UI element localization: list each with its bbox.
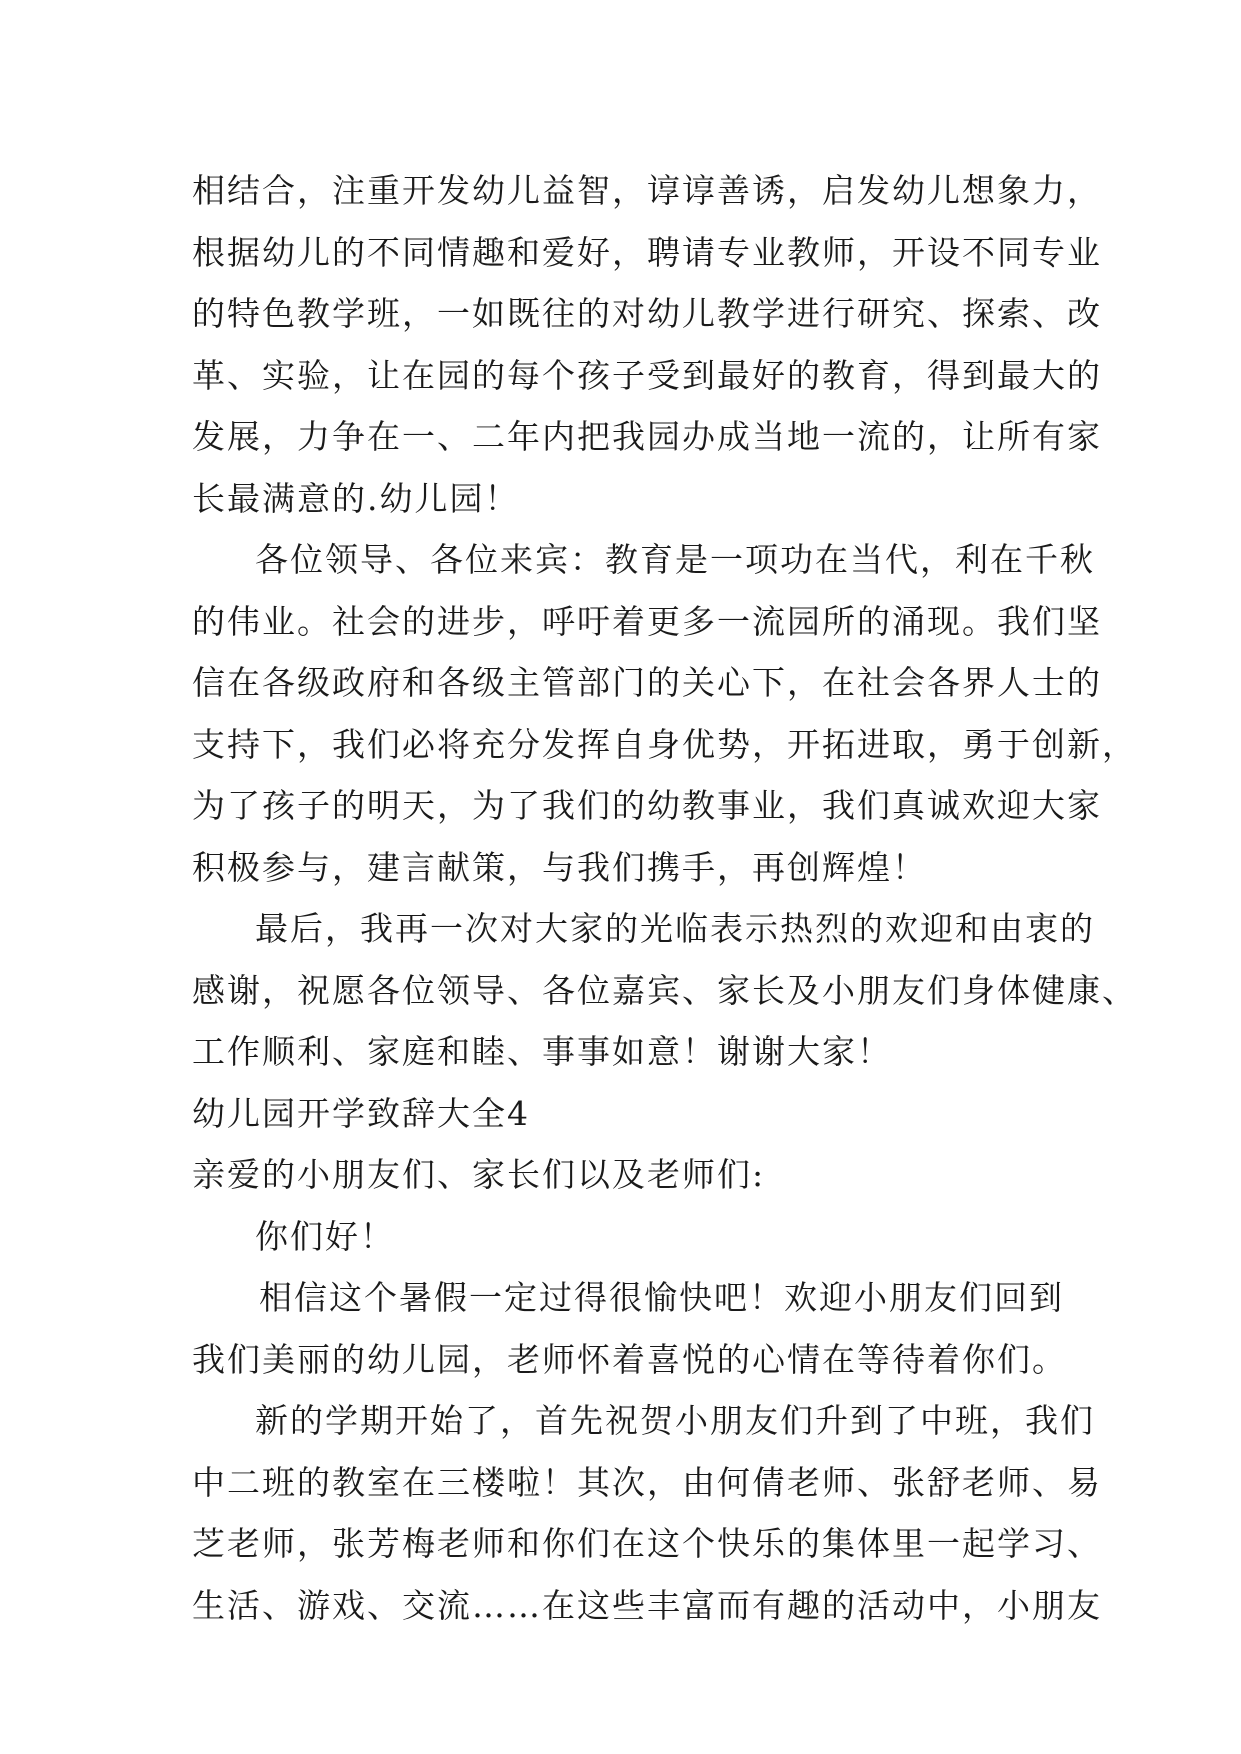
paragraph-first-line: 相信这个暑假一定过得很愉快吧！欢迎小朋友们回到 [259, 1278, 1064, 1317]
body-line: 相结合，注重开发幼儿益智，谆谆善诱，启发幼儿想象力， [192, 171, 1102, 210]
body-line: 信在各级政府和各级主管部门的关心下，在社会各界人士的 [192, 663, 1102, 702]
body-line: 支持下，我们必将充分发挥自身优势，开拓进取，勇于创新， [192, 724, 1137, 764]
body-line: 长最满意的.幼儿园！ [192, 478, 520, 518]
body-line: 的特色教学班，一如既往的对幼儿教学进行研究、探索、改 [192, 294, 1102, 333]
section-title: 幼儿园开学致辞大全4 [192, 1093, 530, 1133]
document-body [192, 160, 1137, 1636]
body-line: 工作顺利、家庭和睦、事事如意！谢谢大家！ [192, 1032, 892, 1071]
body-line: 感谢，祝愿各位领导、各位嘉宾、家长及小朋友们身体健康、 [192, 970, 1137, 1010]
body-line: 我们美丽的幼儿园，老师怀着喜悦的心情在等待着你们。 [192, 1339, 1067, 1379]
paragraph-first-line: 最后，我再一次对大家的光临表示热烈的欢迎和由衷的 [255, 909, 1095, 948]
body-line: 中二班的教室在三楼啦！其次，由何倩老师、张舒老师、易 [192, 1462, 1102, 1502]
body-line: 革、实验，让在园的每个孩子受到最好的教育，得到最大的 [192, 355, 1102, 395]
body-line: 积极参与，建言献策，与我们携手，再创辉煌！ [192, 847, 927, 887]
body-line: 的伟业。社会的进步，呼吁着更多一流园所的涌现。我们坚 [192, 601, 1102, 641]
paragraph-first-line: 各位领导、各位来宾：教育是一项功在当代，利在千秋 [255, 540, 1095, 579]
body-line: 发展，力争在一、二年内把我园办成当地一流的，让所有家 [192, 417, 1102, 456]
greeting: 你们好！ [255, 1216, 395, 1256]
salutation: 亲爱的小朋友们、家长们以及老师们: [192, 1155, 766, 1194]
body-line: 根据幼儿的不同情趣和爱好，聘请专业教师，开设不同专业 [192, 232, 1102, 272]
paragraph-first-line: 新的学期开始了，首先祝贺小朋友们升到了中班，我们 [255, 1401, 1095, 1440]
body-line: 为了孩子的明天，为了我们的幼教事业，我们真诚欢迎大家 [192, 786, 1102, 825]
body-line: 生活、游戏、交流……在这些丰富而有趣的活动中，小朋友 [192, 1585, 1102, 1625]
body-line: 芝老师，张芳梅老师和你们在这个快乐的集体里一起学习、 [192, 1524, 1102, 1563]
